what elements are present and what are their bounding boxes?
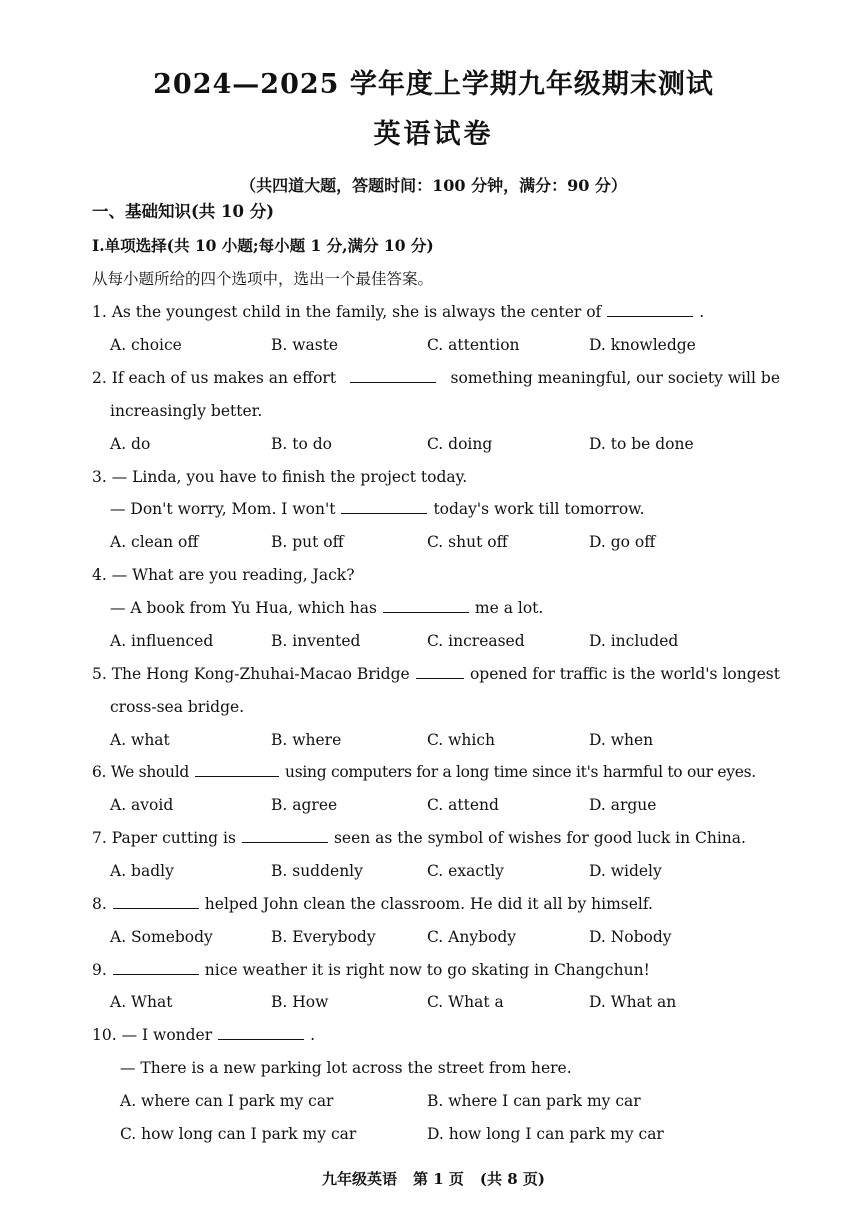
question-7-cont: seen as the symbol of wishes for good luck in China. xyxy=(333,829,746,847)
option-c: C. shut off xyxy=(427,533,508,551)
answer-blank xyxy=(218,1025,304,1040)
answer-blank xyxy=(383,598,469,613)
option-d: D. how long I can park my car xyxy=(427,1125,664,1143)
option-a: A. influenced xyxy=(110,632,214,650)
option-b: B. waste xyxy=(271,336,339,354)
question-9-text xyxy=(92,960,650,980)
question-5-line2: cross-sea bridge. xyxy=(110,698,245,716)
question-6-cont: using computers for a long time since it's harmful to our eyes. xyxy=(285,763,756,781)
question-10-end: . xyxy=(310,1026,316,1044)
question-3-stem: — Don't worry, Mom. I won't xyxy=(110,500,336,518)
option-a: A. clean off xyxy=(110,533,199,551)
footer-page: 第 1 页 xyxy=(413,1170,464,1188)
answer-blank xyxy=(113,894,199,909)
option-a: A. where can I park my car xyxy=(120,1092,334,1110)
answer-blank xyxy=(242,828,328,843)
option-a: A. What xyxy=(110,993,173,1011)
exam-info: （共四道大题，答题时间：100 分钟，满分：90 分） xyxy=(240,176,627,195)
instruction-text: 从每小题所给的四个选项中，选出一个最佳答案。 xyxy=(92,270,434,288)
question-9-stem: 9. xyxy=(92,961,107,979)
footer-total: (共 8 页) xyxy=(479,1170,545,1188)
question-5-cont: opened for traffic is the world's longest xyxy=(469,665,780,683)
option-c: C. exactly xyxy=(427,862,504,880)
question-6-stem: 6. We should xyxy=(92,763,190,781)
question-7-stem: 7. Paper cutting is xyxy=(92,829,236,847)
question-4-line1: 4. — What are you reading, Jack? xyxy=(92,566,355,584)
question-1-stem: 1. As the youngest child in the family, she is always the center of xyxy=(92,303,602,321)
option-a: A. what xyxy=(110,731,170,749)
question-2-line2: increasingly better. xyxy=(110,402,263,420)
exam-subtitle: 英语试卷 xyxy=(373,119,494,150)
question-3-line2 xyxy=(110,499,645,519)
answer-blank xyxy=(416,664,464,679)
question-8-cont: helped John clean the classroom. He did it all by himself. xyxy=(204,895,653,913)
answer-blank xyxy=(341,499,427,514)
option-b: B. to do xyxy=(271,435,332,453)
question-8-stem: 8. xyxy=(92,895,107,913)
option-b: B. Everybody xyxy=(271,928,376,946)
option-b: B. put off xyxy=(271,533,344,551)
option-d: D. when xyxy=(589,731,654,749)
question-10-stem: 10. — I wonder xyxy=(92,1026,213,1044)
question-4-cont: me a lot. xyxy=(474,599,544,617)
option-b: B. invented xyxy=(271,632,361,650)
question-9-cont: nice weather it is right now to go skating in Changchun! xyxy=(204,961,650,979)
option-c: C. Anybody xyxy=(427,928,517,946)
question-1-end: . xyxy=(699,303,705,321)
question-7-text xyxy=(92,828,746,848)
option-b: B. How xyxy=(271,993,329,1011)
question-1-text xyxy=(92,302,704,322)
option-d: D. to be done xyxy=(589,435,694,453)
question-6-text xyxy=(92,762,756,782)
question-2-cont: something meaningful, our society will be xyxy=(450,369,780,387)
option-a: A. do xyxy=(110,435,151,453)
option-c: C. doing xyxy=(427,435,493,453)
option-c: C. which xyxy=(427,731,496,749)
option-b: B. where I can park my car xyxy=(427,1092,641,1110)
option-d: D. included xyxy=(589,632,679,650)
question-3-line1: 3. — Linda, you have to finish the project today. xyxy=(92,468,468,486)
question-5-text xyxy=(92,664,780,684)
question-2-stem: 2. If each of us makes an effort xyxy=(92,369,337,387)
option-a: A. Somebody xyxy=(110,928,213,946)
answer-blank xyxy=(607,302,693,317)
answer-blank xyxy=(195,762,279,777)
option-d: D. argue xyxy=(589,796,657,814)
question-4-stem: — A book from Yu Hua, which has xyxy=(110,599,377,617)
answer-blank xyxy=(113,960,199,975)
page-footer xyxy=(0,1168,867,1189)
option-d: D. Nobody xyxy=(589,928,672,946)
option-d: D. widely xyxy=(589,862,662,880)
option-b: B. where xyxy=(271,731,342,749)
section-heading: 一、基础知识(共 10 分) xyxy=(92,202,275,221)
option-b: B. suddenly xyxy=(271,862,363,880)
footer-subject: 九年级英语 xyxy=(322,1170,398,1188)
question-4-line2 xyxy=(110,598,543,618)
question-3-cont: today's work till tomorrow. xyxy=(433,500,645,518)
option-d: D. go off xyxy=(589,533,656,551)
question-5-stem: 5. The Hong Kong-Zhuhai-Macao Bridge xyxy=(92,665,410,683)
question-10-line2: — There is a new parking lot across the street from here. xyxy=(120,1059,572,1077)
question-8-text xyxy=(92,894,653,914)
option-c: C. increased xyxy=(427,632,525,650)
option-c: C. attention xyxy=(427,336,520,354)
answer-blank xyxy=(350,368,436,383)
option-c: C. how long can I park my car xyxy=(120,1125,357,1143)
exam-title: 2024—2025 学年度上学期九年级期末测试 xyxy=(153,69,714,100)
option-a: A. badly xyxy=(110,862,174,880)
option-d: D. What an xyxy=(589,993,677,1011)
option-c: C. What a xyxy=(427,993,504,1011)
option-a: A. choice xyxy=(110,336,182,354)
option-c: C. attend xyxy=(427,796,499,814)
option-a: A. avoid xyxy=(110,796,174,814)
part-heading: Ⅰ.单项选择(共 10 小题;每小题 1 分,满分 10 分) xyxy=(92,236,434,255)
option-d: D. knowledge xyxy=(589,336,696,354)
question-10-text xyxy=(92,1025,315,1045)
question-2-text xyxy=(92,368,780,388)
option-b: B. agree xyxy=(271,796,338,814)
